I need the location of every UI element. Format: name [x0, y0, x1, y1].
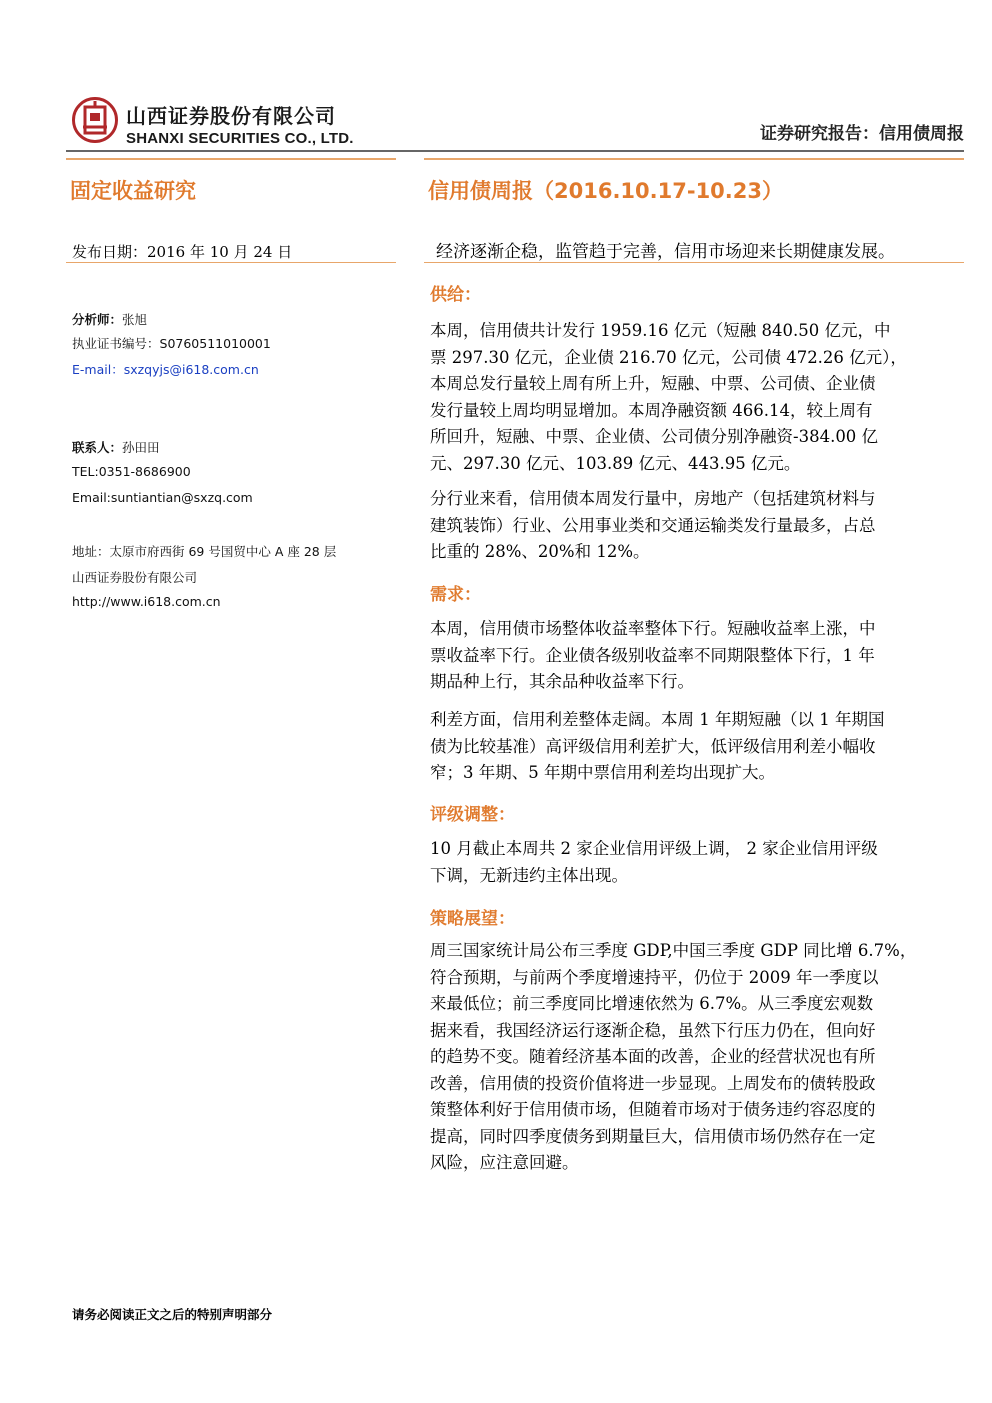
text-line: 风险，应注意回避。 [430, 1153, 579, 1172]
text-line: 据来看，我国经济运行逐渐企稳，虽然下行压力仍在，但向好 [430, 1020, 876, 1040]
left-divider [66, 262, 396, 263]
text-line: 本周，信用债共计发行 1959.16 亿元（短融 840.50 亿元，中 [430, 321, 891, 340]
analyst-name: 张旭 [122, 312, 148, 327]
paragraph [430, 938, 966, 1177]
paragraph [430, 836, 966, 889]
text-line: 元、297.30 亿元、103.89 亿元、443.95 亿元。 [430, 453, 801, 473]
text-line: 提高，同时四季度债务到期量巨大，信用债市场仍然存在一定 [430, 1126, 876, 1146]
text-line: 利差方面，信用利差整体走阔。本周 1 年期短融（以 1 年期国 [430, 710, 885, 729]
license-label: 执业证书编号： [72, 336, 160, 351]
section-title: 固定收益研究 [70, 179, 196, 203]
contact-label: 联系人： [72, 440, 123, 455]
left-title-rule [66, 158, 396, 160]
text-line: 本周，信用债市场整体收益率整体下行。短融收益率上涨，中 [430, 619, 876, 638]
header-divider [66, 150, 964, 152]
paragraph [430, 318, 966, 477]
report-summary: 经济逐渐企稳，监管趋于完善，信用市场迎来长期健康发展。 [436, 242, 895, 262]
right-divider [424, 262, 964, 263]
company-name-en: SHANXI SECURITIES CO., LTD. [126, 130, 354, 147]
text-line: 10 月截止本周共 2 家企业信用评级上调， 2 家企业信用评级 [430, 839, 878, 858]
shanxi-securities-seal-icon [72, 97, 118, 143]
text-line: 建筑装饰）行业、公用事业类和交通运输类发行量最多，占总 [430, 515, 876, 535]
section-heading-demand: 需求： [430, 585, 481, 605]
license-number: S0760511010001 [159, 336, 271, 351]
right-title-rule [424, 158, 964, 160]
text-line: 来最低位；前三季度同比增速依然为 6.7%。从三季度宏观数 [430, 994, 874, 1013]
text-line: 债为比较基准）高评级信用利差扩大，低评级信用利差小幅收 [430, 736, 876, 756]
contact-tel: TEL:0351-8686900 [72, 464, 191, 479]
analyst-label: 分析师： [72, 312, 123, 327]
contact-line [72, 438, 160, 456]
disclaimer-note: 请务必阅读正文之后的特别声明部分 [72, 1307, 273, 1322]
publish-date: 发布日期：2016 年 10 月 24 日 [72, 243, 293, 261]
text-line: 周三国家统计局公布三季度 GDP,中国三季度 GDP 同比增 6.7%， [430, 941, 917, 960]
paragraph [430, 707, 966, 787]
text-line: 窄；3 年期、5 年期中票信用利差均出现扩大。 [430, 763, 775, 782]
text-line: 票 297.30 亿元，企业债 216.70 亿元，公司债 472.26 亿元）， [430, 347, 907, 367]
text-line: 分行业来看，信用债本周发行量中，房地产（包括建筑材料与 [430, 489, 876, 508]
text-line: 所回升，短融、中票、企业债、公司债分别净融资-384.00 亿 [430, 427, 879, 446]
contact-email-link[interactable]: Email:suntiantian@sxzq.com [72, 490, 253, 505]
section-heading-supply: 供给： [430, 285, 481, 305]
license-line [72, 334, 271, 352]
text-line: 票收益率下行。企业债各级别收益率不同期限整体下行，1 年 [430, 645, 875, 665]
contact-name: 孙田田 [122, 440, 160, 455]
text-line: 的趋势不变。随着经济基本面的改善，企业的经营状况也有所 [430, 1047, 876, 1066]
company-name: 山西证券股份有限公司 [72, 570, 198, 585]
text-line: 本周总发行量较上周有所上升，短融、中票、公司债、企业债 [430, 374, 876, 393]
text-line: 期品种上行，其余品种收益率下行。 [430, 672, 694, 691]
text-line: 符合预期，与前两个季度增速持平，仍位于 2009 年一季度以 [430, 967, 879, 987]
paragraph [430, 616, 966, 696]
section-heading-strategy: 策略展望： [430, 909, 515, 929]
text-line: 发行量较上周均明显增加。本周净融资额 466.14，较上周有 [430, 400, 873, 420]
analyst-line [72, 310, 147, 328]
text-line: 策整体利好于信用债市场，但随着市场对于债务违约容忍度的 [430, 1100, 876, 1119]
paragraph [430, 486, 966, 566]
section-heading-rating: 评级调整： [430, 805, 515, 825]
report-title: 信用债周报（2016.10.17-10.23） [428, 179, 783, 203]
report-type: 证券研究报告：信用债周报 [760, 124, 964, 144]
text-line: 改善，信用债的投资价值将进一步显现。上周发布的债转股政 [430, 1073, 876, 1093]
office-address: 地址：太原市府西街 69 号国贸中心 A 座 28 层 [72, 544, 337, 559]
text-line: 下调，无新违约主体出现。 [430, 865, 628, 885]
text-line: 比重的 28%、20%和 12%。 [430, 542, 650, 561]
company-name-cn: 山西证券股份有限公司 [126, 104, 336, 128]
website-link[interactable]: http://www.i618.com.cn [72, 594, 221, 609]
analyst-email-link[interactable]: E-mail：sxzqyjs@i618.com.cn [72, 362, 259, 377]
